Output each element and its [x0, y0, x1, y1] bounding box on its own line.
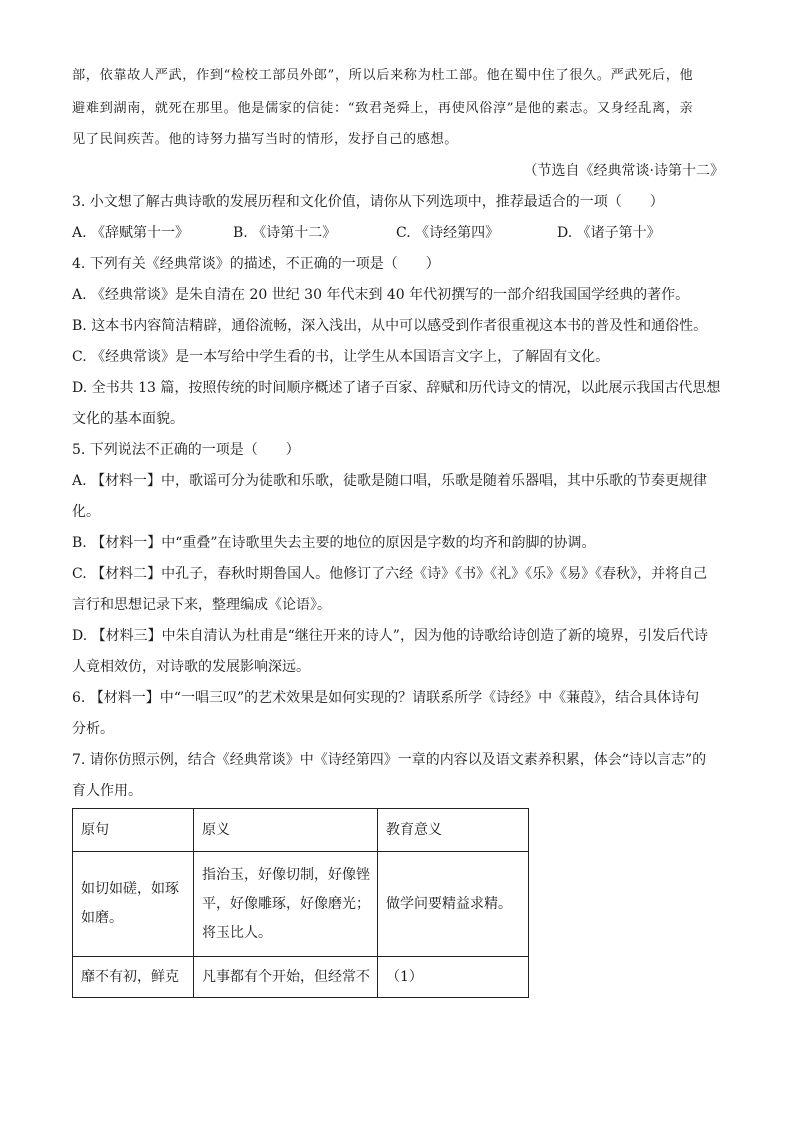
question-6-stem-cont: 分析。 — [72, 721, 114, 737]
passage-line: 部，依靠故人严武，作到“检校工部员外郎”，所以后来称为杜工部。他在蜀中住了很久。严武死后，他 — [72, 68, 694, 83]
question-3-option-d: D. 《诸子第十》 — [557, 225, 661, 241]
cell-education: 做学问要精益求精。 — [378, 852, 529, 957]
example-table — [72, 808, 529, 998]
question-7-stem: 7. 请你仿照示例，结合《经典常谈》中《诗经第四》一章的内容以及语文素养积累，体会“诗以言志”的 — [72, 752, 707, 768]
question-4-option-b: B. 这本书内容简洁精辟，通俗流畅，深入浅出，从中可以感受到作者很重视这本书的普及性和通俗性。 — [72, 318, 708, 334]
cell-meaning: 指治玉，好像切制，好像锉 平，好像雕琢，好像磨光； 将玉比人。 — [194, 852, 378, 957]
table-header-row — [73, 809, 529, 852]
table-row — [73, 852, 529, 957]
source-note: （节选自《经典常谈·诗第十二》 — [523, 163, 724, 179]
question-5-option-d-cont: 人竟相效仿，对诗歌的发展影响深远。 — [72, 659, 310, 675]
header-meaning: 原义 — [194, 809, 378, 852]
question-4-option-d-cont: 文化的基本面貌。 — [72, 411, 184, 427]
question-4-option-a: A. 《经典常谈》是朱自清在 20 世纪 30 年代末到 40 年代初撰写的一部介绍我国国学经典的著作。 — [72, 287, 690, 303]
question-3-stem: 3. 小文想了解古典诗歌的发展历程和文化价值，请你从下列选项中，推荐最适合的一项（ ） — [72, 194, 664, 210]
question-6-stem: 6. 【材料一】中“一唱三叹”的艺术效果是如何实现的？请联系所学《诗经》中《蒹葭》，结合具体诗句 — [72, 690, 700, 706]
passage-line: 见了民间疾苦。他的诗努力描写当时的情形，发抒自己的感想。 — [72, 132, 459, 147]
question-3-option-a: A. 《辞赋第十一》 — [72, 225, 190, 241]
question-5-option-c: C. 【材料二】中孔子，春秋时期鲁国人。他修订了六经《诗》《书》《礼》《乐》《易》《春秋》，并将自己 — [72, 566, 708, 582]
question-3-option-c: C. 《诗经第四》 — [396, 225, 500, 241]
question-5-option-b: B. 【材料一】中“重叠”在诗歌里失去主要的地位的原因是字数的均齐和韵脚的协调。 — [72, 535, 596, 551]
question-5-option-a: A. 【材料一】中，歌谣可分为徒歌和乐歌，徒歌是随口唱，乐歌是随着乐器唱，其中乐歌的节奏更规律 — [72, 473, 708, 489]
table-row — [73, 957, 529, 998]
question-4-option-d: D. 全书共 13 篇，按照传统的时间顺序概述了诸子百家、辞赋和历代诗文的情况，以此展示我国古代思想 — [72, 380, 721, 396]
cell-meaning: 凡事都有个开始，但经常不 — [194, 957, 378, 998]
question-5-option-a-cont: 化。 — [72, 504, 100, 520]
cell-original: 靡不有初，鲜克 — [73, 957, 194, 998]
answer-blank-1[interactable]: （1） — [378, 957, 529, 998]
header-education: 教育意义 — [378, 809, 529, 852]
cell-original: 如切如磋，如琢 如磨。 — [73, 852, 194, 957]
question-4-stem: 4. 下列有关《经典常谈》的描述，不正确的一项是（ ） — [72, 256, 440, 272]
question-5-option-c-cont: 言行和思想记录下来，整理编成《论语》。 — [72, 597, 331, 613]
passage-line: 避难到湖南，就死在那里。他是儒家的信徒：“致君尧舜上，再使风俗淳”是他的素志。又身经乱离，亲 — [72, 101, 694, 116]
header-original: 原句 — [73, 809, 194, 852]
question-4-option-c: C. 《经典常谈》是一本写给中学生看的书，让学生从本国语言文字上，了解固有文化。 — [72, 349, 610, 365]
question-7-stem-cont: 育人作用。 — [72, 783, 142, 799]
question-3-option-b: B. 《诗第十二》 — [233, 225, 337, 241]
question-5-stem: 5. 下列说法不正确的一项是（ ） — [72, 442, 300, 458]
question-5-option-d: D. 【材料三】中朱自清认为杜甫是“继往开来的诗人”，因为他的诗歌给诗创造了新的境界，引发后代诗 — [72, 628, 708, 644]
